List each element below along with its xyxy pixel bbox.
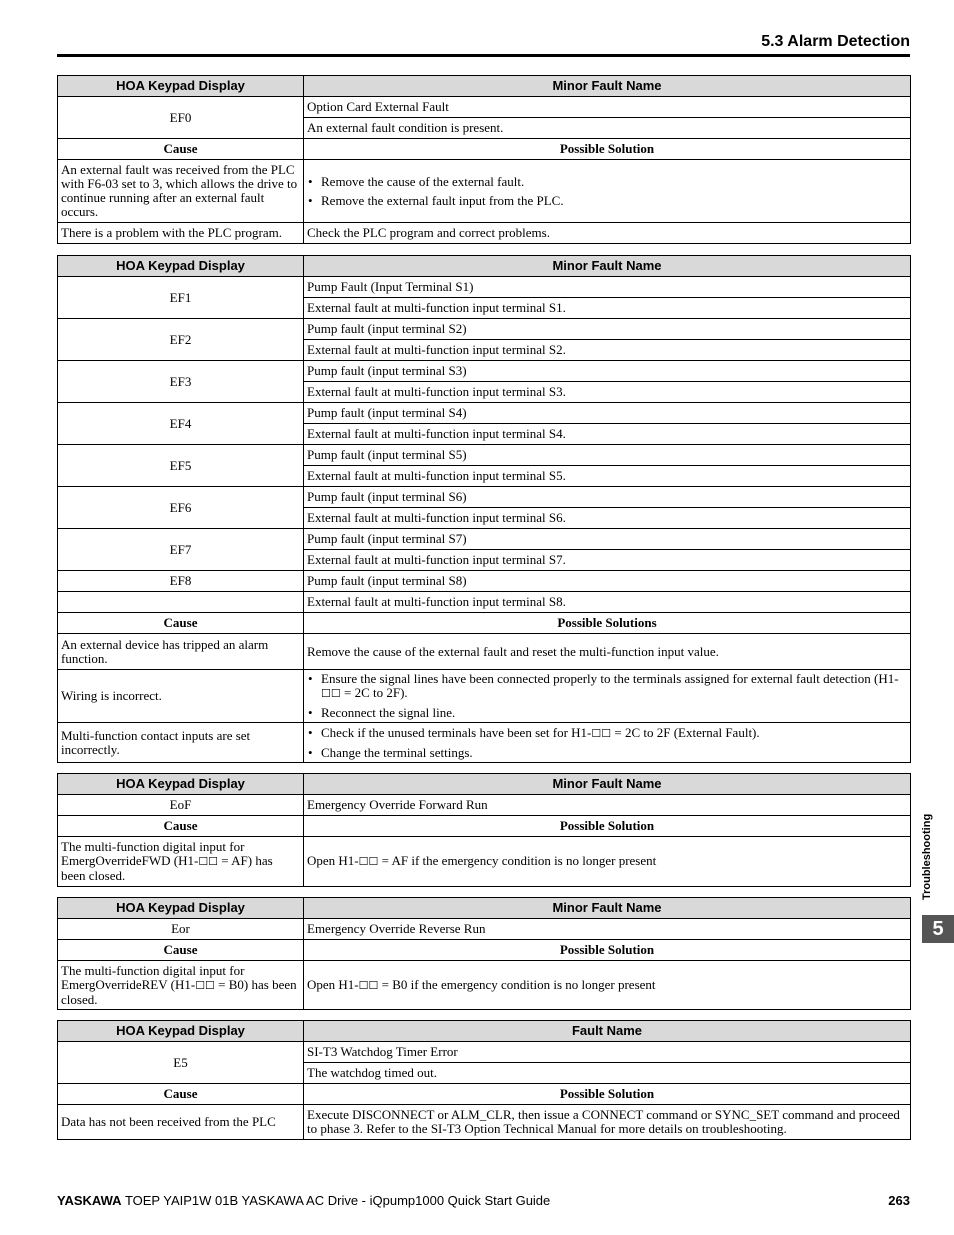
- placeholder-box-icon: ☐☐: [198, 856, 219, 868]
- solution-text: Check if the unused terminals have been set for H1-: [321, 724, 592, 740]
- placeholder-box-icon: ☐☐: [591, 727, 612, 740]
- fault-code: EF2: [58, 319, 304, 361]
- solution-cell: Remove the cause of the external fault and reset the multi-function input value.: [304, 634, 911, 670]
- col-header-display: HOA Keypad Display: [58, 1021, 304, 1042]
- cause-cell: An external device has tripped an alarm function.: [58, 634, 304, 670]
- fault-code: E5: [58, 1042, 304, 1084]
- solution-text: Ensure the signal lines have been connected properly to the terminals assigned for external fault detection (H1-: [321, 671, 899, 686]
- fault-code: EF3: [58, 361, 304, 403]
- cause-header: Cause: [58, 1084, 304, 1105]
- solution-cell: [304, 837, 911, 887]
- cause-text: The multi-function digital input for EmergOverrideREV (H1-: [61, 962, 245, 992]
- solution-bullet: • Reconnect the signal line.: [307, 706, 907, 720]
- solution-header: Possible Solution: [304, 1084, 911, 1105]
- chapter-tab-label: Troubleshooting: [921, 813, 933, 900]
- fault-description: External fault at multi-function input terminal S5.: [304, 466, 911, 487]
- header-rule: [57, 54, 910, 57]
- fault-code: EF7: [58, 529, 304, 571]
- cause-text: The multi-function digital input for EmergOverrideFWD (H1-: [61, 839, 245, 868]
- fault-code: EoF: [58, 795, 304, 816]
- fault-name: Pump fault (input terminal S5): [304, 445, 911, 466]
- fault-description: External fault at multi-function input terminal S1.: [304, 298, 911, 319]
- fault-table-ef1-ef8: [57, 255, 911, 763]
- solution-header: Possible Solution: [304, 940, 911, 961]
- solution-bullet: [307, 672, 907, 701]
- fault-table-e5: [57, 1020, 911, 1140]
- page-number: 263: [888, 1193, 910, 1208]
- fault-description: External fault at multi-function input terminal S2.: [304, 340, 911, 361]
- fault-description: External fault at multi-function input terminal S3.: [304, 382, 911, 403]
- col-header-display: HOA Keypad Display: [58, 76, 304, 97]
- cause-cell: [58, 837, 304, 887]
- fault-description: External fault at multi-function input terminal S6.: [304, 508, 911, 529]
- footer-brand: YASKAWA: [57, 1193, 122, 1208]
- cause-cell: An external fault was received from the PLC with F6-03 set to 3, which allows the drive to continue running after an external fault occurs.: [58, 160, 304, 223]
- cause-header: Cause: [58, 139, 304, 160]
- empty-cell: [58, 592, 304, 613]
- fault-name: Emergency Override Reverse Run: [304, 919, 911, 940]
- fault-code: EF6: [58, 487, 304, 529]
- placeholder-box-icon: ☐☐: [358, 979, 379, 992]
- placeholder-box-icon: ☐☐: [195, 979, 215, 992]
- cause-header: Cause: [58, 816, 304, 837]
- solution-bullet: • Remove the external fault input from the PLC.: [307, 194, 907, 208]
- fault-name: Pump fault (input terminal S6): [304, 487, 911, 508]
- fault-description: External fault at multi-function input terminal S7.: [304, 550, 911, 571]
- fault-description: External fault at multi-function input terminal S8.: [304, 592, 911, 613]
- col-header-fault-name: Minor Fault Name: [304, 256, 911, 277]
- solution-bullet: • Change the terminal settings.: [307, 746, 907, 760]
- fault-name: SI-T3 Watchdog Timer Error: [304, 1042, 911, 1063]
- solution-bullet: • Remove the cause of the external fault.: [307, 175, 907, 189]
- cause-cell: Wiring is incorrect.: [58, 670, 304, 723]
- col-header-display: HOA Keypad Display: [58, 898, 304, 919]
- solution-cell: Execute DISCONNECT or ALM_CLR, then issue a CONNECT command or SYNC_SET command and proceed to phase 3. Refer to the SI-T3 Option Technical Manual for more details on troubleshooting.: [304, 1105, 911, 1140]
- section-title: 5.3 Alarm Detection: [761, 33, 910, 50]
- col-header-fault-name: Minor Fault Name: [304, 76, 911, 97]
- solution-header: Possible Solution: [304, 816, 911, 837]
- cause-cell: Multi-function contact inputs are set incorrectly.: [58, 723, 304, 763]
- solution-text: = 2C to 2F).: [340, 685, 408, 700]
- fault-name: Pump fault (input terminal S4): [304, 403, 911, 424]
- solution-cell: Check the PLC program and correct problems.: [304, 223, 911, 244]
- fault-code: Eor: [58, 919, 304, 940]
- solution-text: = 2C to 2F (External Fault).: [611, 724, 760, 740]
- cause-header: Cause: [58, 940, 304, 961]
- cause-cell: There is a problem with the PLC program.: [58, 223, 304, 244]
- col-header-fault-name: Fault Name: [304, 1021, 911, 1042]
- solution-header: Possible Solution: [304, 139, 911, 160]
- fault-name: Pump fault (input terminal S2): [304, 319, 911, 340]
- fault-code: EF0: [58, 97, 304, 139]
- cause-header: Cause: [58, 613, 304, 634]
- col-header-fault-name: Minor Fault Name: [304, 774, 911, 795]
- footer-doc-title: TOEP YAIP1W 01B YASKAWA AC Drive - iQpump1000 Quick Start Guide: [124, 1193, 551, 1208]
- solution-text: = AF if the emergency condition is no longer present: [378, 853, 657, 868]
- fault-code: EF4: [58, 403, 304, 445]
- fault-name: Pump fault (input terminal S7): [304, 529, 911, 550]
- fault-name: Option Card External Fault: [304, 97, 911, 118]
- solution-cell: [304, 961, 911, 1010]
- cause-cell: Data has not been received from the PLC: [58, 1105, 304, 1140]
- fault-table-eor: [57, 897, 911, 1010]
- solution-text: = B0 if the emergency condition is no longer present: [378, 976, 656, 992]
- fault-description: An external fault condition is present.: [304, 118, 911, 139]
- cause-text: = AF) has been closed.: [61, 853, 273, 883]
- fault-description: The watchdog timed out.: [304, 1063, 911, 1084]
- chapter-number-badge: 5: [922, 915, 954, 943]
- solution-header: Possible Solutions: [304, 613, 911, 634]
- fault-table-eof: [57, 773, 911, 887]
- fault-name: Pump Fault (Input Terminal S1): [304, 277, 911, 298]
- placeholder-box-icon: ☐☐: [321, 688, 341, 700]
- fault-code: EF5: [58, 445, 304, 487]
- solution-cell: [304, 670, 911, 723]
- solution-bullet: [307, 726, 907, 741]
- fault-code: EF8: [58, 571, 304, 592]
- cause-text: = B0) has been closed.: [61, 976, 297, 1007]
- fault-code: EF1: [58, 277, 304, 319]
- solution-text: Open H1-: [307, 976, 359, 992]
- fault-description: External fault at multi-function input terminal S4.: [304, 424, 911, 445]
- col-header-fault-name: Minor Fault Name: [304, 898, 911, 919]
- placeholder-box-icon: ☐☐: [358, 856, 379, 868]
- fault-table-ef0: [57, 75, 911, 244]
- fault-name: Pump fault (input terminal S8): [304, 571, 911, 592]
- fault-name: Pump fault (input terminal S3): [304, 361, 911, 382]
- solution-cell: [304, 723, 911, 763]
- solution-cell: [304, 160, 911, 223]
- fault-name: Emergency Override Forward Run: [304, 795, 911, 816]
- cause-cell: [58, 961, 304, 1010]
- col-header-display: HOA Keypad Display: [58, 256, 304, 277]
- col-header-display: HOA Keypad Display: [58, 774, 304, 795]
- solution-text: Open H1-: [307, 853, 359, 868]
- footer-doc-info: [57, 1193, 550, 1208]
